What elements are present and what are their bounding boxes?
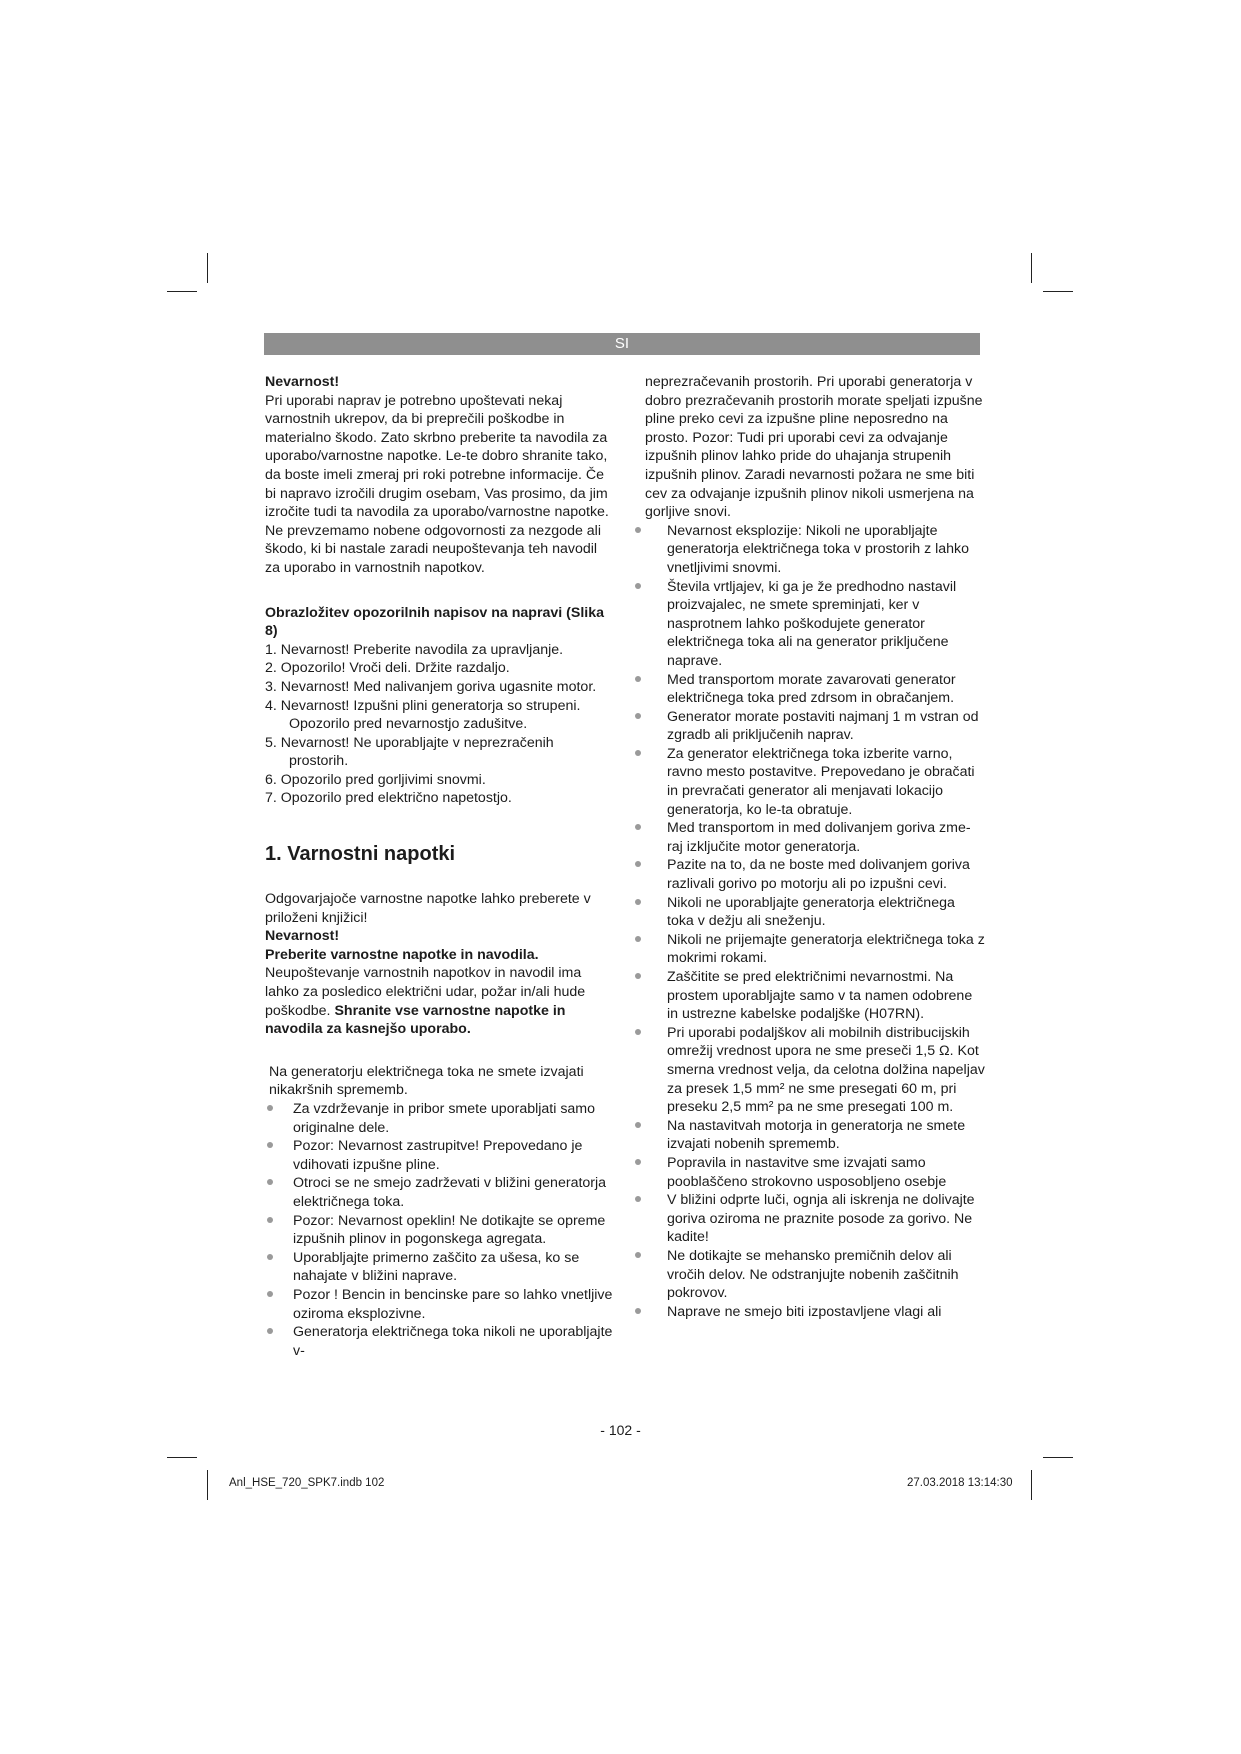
list-item: Naprave ne smejo biti izpostavljene vlagi ali — [645, 1303, 985, 1322]
list-item: Otroci se ne smejo zadrževati v bližini generatorja električnega toka. — [265, 1174, 615, 1211]
section-title: 1. Varnostni napotki — [265, 843, 456, 866]
crop-mark — [1031, 1470, 1032, 1500]
crop-mark — [1031, 253, 1032, 283]
crop-mark — [207, 253, 208, 283]
list-item: Za vzdrževanje in pribor smete uporabljati samo originalne dele. — [265, 1100, 615, 1137]
warning-text: Pri uporabi naprav je potrebno upoštevati nekaj varnostnih ukrepov, da bi preprečili poškodbe in materialno škodo. Zato skrbno preberite ta navodila za uporabo/varnostne napotke. Le-te dobro shranite tako, da boste imeli zmeraj pri roki potrebne informacije. Če bi napravo izročili drugim osebam, Vas prosimo, da jim izročite tudi ta navodila za uporabo/varnostne napotke. Ne prevzemamo nobene odgovornosti za nezgode ali škodo, ki bi nastale zaradi neupoštevanja teh navodil za uporabo in varnostnih napotkov. — [265, 392, 609, 576]
consequence-paragraph — [265, 964, 615, 1038]
page-number: - 102 - — [600, 1422, 641, 1438]
right-bullet-list — [645, 522, 985, 1322]
list-item: Med transportom in med dolivanjem goriva zme-raj izključite motor generatorja. — [645, 819, 985, 856]
list-item: Pozor: Nevarnost zastrupitve! Prepovedano je vdihovati izpušne pline. — [265, 1137, 615, 1174]
list-item: Za generator električnega toka izberite varno, ravno mesto postavitve. Prepovedano je obračati in prevračati generator ali menjavati lokacijo generatorja, ko le-ta obratuje. — [645, 745, 985, 819]
list-item: 6. Opozorilo pred gorljivimi snovmi. — [265, 771, 486, 788]
list-item: Zaščitite se pred električnimi nevarnostmi. Na prostem uporabljajte samo v ta namen odobrene in ustrezne kabelske podaljške (H07RN). — [645, 968, 985, 1024]
language-header-bar — [264, 333, 980, 355]
signs-list — [265, 641, 615, 808]
warning-title: Nevarnost! — [265, 374, 340, 390]
list-item: 5. Nevarnost! Ne uporabljajte v neprezračenih prostorih. — [265, 734, 554, 770]
list-item: Generator morate postaviti najmanj 1 m vstran od zgradb ali priključenih naprav. — [645, 708, 985, 745]
crop-mark — [207, 1470, 208, 1500]
list-item: Na nastavitvah motorja in generatorja ne smete izvajati nobenih sprememb. — [645, 1117, 985, 1154]
keep-text: Shranite vse varnostne napotke in navodila za kasnejšo uporabo. — [265, 1002, 566, 1038]
signs-title: Obrazložitev opozorilnih napisov na napravi (Slika 8) — [265, 604, 604, 640]
footer-file-name: Anl_HSE_720_SPK7.indb 102 — [229, 1477, 385, 1489]
list-item: 4. Nevarnost! Izpušni plini generatorja so strupeni. Opozorilo pred nevarnostjo zadušitve. — [265, 697, 581, 733]
list-item: Pozor: Nevarnost opeklin! Ne dotikajte se opreme izpušnih plinov in pogonskega agregata. — [265, 1212, 615, 1249]
list-item: V bližini odprte luči, ognja ali iskrenja ne dolivajte goriva oziroma ne praznite posode za gorivo. Ne kadite! — [645, 1191, 985, 1247]
list-item: 1. Nevarnost! Preberite navodila za upravljanje. — [265, 641, 564, 658]
danger-label: Nevarnost! — [265, 928, 340, 945]
no-changes-text: Na generatorju električnega toka ne smete izvajati nikakršnih sprememb. — [269, 1063, 584, 1099]
crop-mark — [167, 1457, 197, 1458]
list-item: Števila vrtljajev, ki ga je že predhodno nastavil proizvajalec, ne smete spreminjati, ker v nasprotnem lahko poškodujete generator električnega toka ali na generator priključene naprave. — [645, 578, 985, 671]
list-item: Pazite na to, da ne boste med dolivanjem goriva razlivali gorivo po motorju ali po izpušni cevi. — [645, 856, 985, 893]
list-item: 2. Opozorilo! Vroči deli. Držite razdaljo. — [265, 660, 510, 677]
right-column — [645, 373, 985, 1321]
list-item: Med transportom morate zavarovati generator električnega toka pred zdrsom in obračanjem. — [645, 671, 985, 708]
continued-text: neprezračevanih prostorih. Pri uporabi generatorja v dobro prezračevanih prostorih morate speljati izpušne pline preko cevi za izpušne pline neposredno na prosto. Pozor: Tudi pri uporabi cevi za odvajanje izpušnih plinov lahko pride do uhajanja strupenih izpušnih plinov. Zaradi nevarnosti požara ne sme biti cev za odvajanje izpušnih plinov nikoli usmerjena na gorljive snovi. — [645, 374, 983, 521]
read-label: Preberite varnostne napotke in navodila. — [265, 946, 539, 963]
list-item: Nevarnost eksplozije: Nikoli ne uporabljajte generatorja električnega toka v prostorih z lahko vnetljivimi snovmi. — [645, 522, 985, 578]
footer-timestamp: 27.03.2018 13:14:30 — [907, 1477, 1013, 1489]
list-item: Popravila in nastavitve sme izvajati samo pooblaščeno strokovno usposobljeno osebje — [645, 1154, 985, 1191]
language-code: SI — [614, 335, 630, 352]
consequence-text: Neupoštevanje varnostnih napotkov in navodil ima lahko za posledico električni udar, požar in/ali hude poškodbe. — [265, 965, 586, 1019]
intro-text: Odgovarjajoče varnostne napotke lahko preberete v priloženi knjižici! — [265, 891, 591, 926]
crop-mark — [1043, 1457, 1073, 1458]
list-item: 7. Opozorilo pred električno napetostjo. — [265, 790, 512, 807]
list-item: Uporabljajte primerno zaščito za ušesa, ko se nahajate v bližini naprave. — [265, 1249, 615, 1286]
list-item: Generatorja električnega toka nikoli ne uporabljajte v- — [265, 1323, 615, 1360]
list-item: Ne dotikajte se mehansko premičnih delov ali vročih delov. Ne odstranjujte nobenih zaščitnih pokrovov. — [645, 1247, 985, 1303]
crop-mark — [1043, 291, 1073, 292]
list-item: 3. Nevarnost! Med nalivanjem goriva ugasnite motor. — [265, 678, 597, 695]
list-item: Pozor ! Bencin in bencinske pare so lahko vnetljive oziroma eksplozivne. — [265, 1286, 615, 1323]
left-bullet-list — [265, 1100, 615, 1360]
list-item: Pri uporabi podaljškov ali mobilnih distribucijskih omrežij vrednost upora ne sme preseči 1,5 Ω. Kot smerna vrednost velja, da celotna dolžina napeljav za presek 1,5 mm² ne sme presegati 60 m, pri preseku 2,5 mm² pa ne sme presegati 100 m. — [645, 1024, 985, 1117]
list-item: Nikoli ne prijemajte generatorja električnega toka z mokrimi rokami. — [645, 931, 985, 968]
crop-mark — [167, 291, 197, 292]
list-item: Nikoli ne uporabljajte generatorja električnega toka v dežju ali sneženju. — [645, 894, 985, 931]
left-column — [265, 373, 615, 1360]
